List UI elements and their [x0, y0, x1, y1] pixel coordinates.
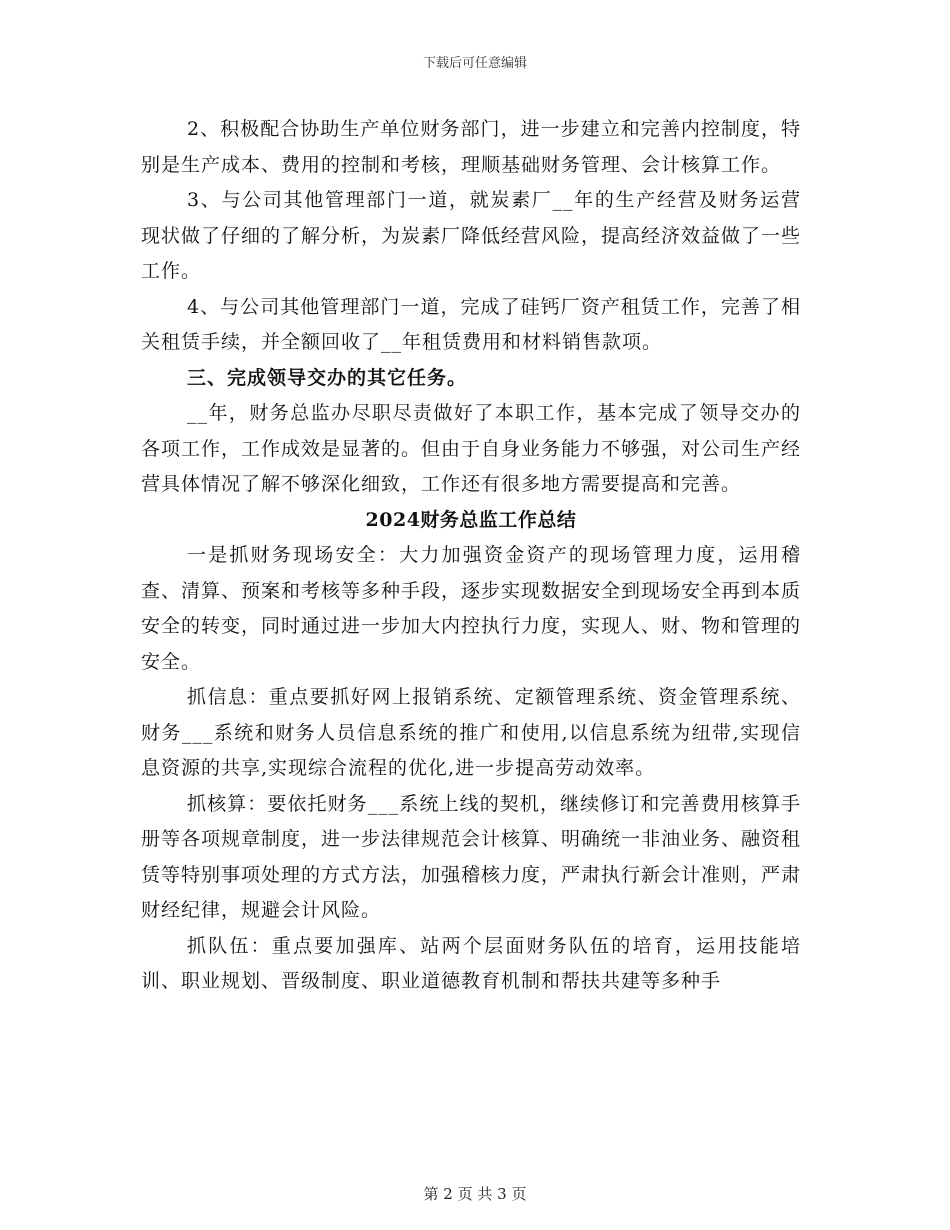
document-body	[141, 112, 801, 1000]
page-footer: 第 2 页 共 3 页	[423, 1185, 527, 1203]
paragraph-information: 抓信息：重点要抓好网上报销系统、定额管理系统、资金管理系统、财务___系统和财务人员信息系统的推广和使用,以信息系统为纽带,实现信息资源的共享,实现综合流程的优化,进一步提高劳动效率。	[141, 686, 801, 779]
page-header: 下载后可任意编辑	[422, 56, 527, 71]
paragraph-summary: __年，财务总监办尽职尽责做好了本职工作，基本完成了领导交办的各项工作，工作成效是显著的。但由于自身业务能力不够强，对公司生产经营具体情况了解不够深化细致，工作还有很多地方需要提高和完善。	[141, 402, 802, 495]
paragraph-safety: 一是抓财务现场安全：大力加强资金资产的现场管理力度，运用稽查、清算、预案和考核等多种手段，逐步实现数据安全到现场安全再到本质安全的转变，同时通过进一步加大内控执行力度，实现人、财、物和管理的安全。	[141, 544, 802, 673]
paragraph-accounting: 抓核算：要依托财务___系统上线的契机，继续修订和完善费用核算手册等各项规章制度，进一步法律规范会计核算、明确统一非油业务、融资租赁等特别事项处理的方式方法，加强稽核力度，严肃执行新会计准则，严肃财经纪律，规避会计风险。	[141, 792, 802, 921]
paragraph-item-2: 2、积极配合协助生产单位财务部门，进一步建立和完善内控制度，特别是生产成本、费用的控制和考核，理顺基础财务管理、会计核算工作。	[141, 118, 801, 176]
section-heading-3: 三、完成领导交办的其它任务。	[187, 366, 468, 389]
paragraph-item-3: 3、与公司其他管理部门一道，就炭素厂__年的生产经营及财务运营现状做了仔细的了解分析，为炭素厂降低经营风险，提高经济效益做了一些工作。	[141, 189, 802, 282]
paragraph-item-4: 4、与公司其他管理部门一道，完成了硅钙厂资产租赁工作，完善了相关租赁手续，并全额回收了__年租赁费用和材料销售款项。	[141, 295, 801, 353]
document-title: 2024财务总监工作总结	[365, 508, 577, 531]
paragraph-team: 抓队伍：重点要加强库、站两个层面财务队伍的培育，运用技能培训、职业规划、晋级制度、职业道德教育机制和帮扶共建等多种手	[141, 934, 801, 992]
